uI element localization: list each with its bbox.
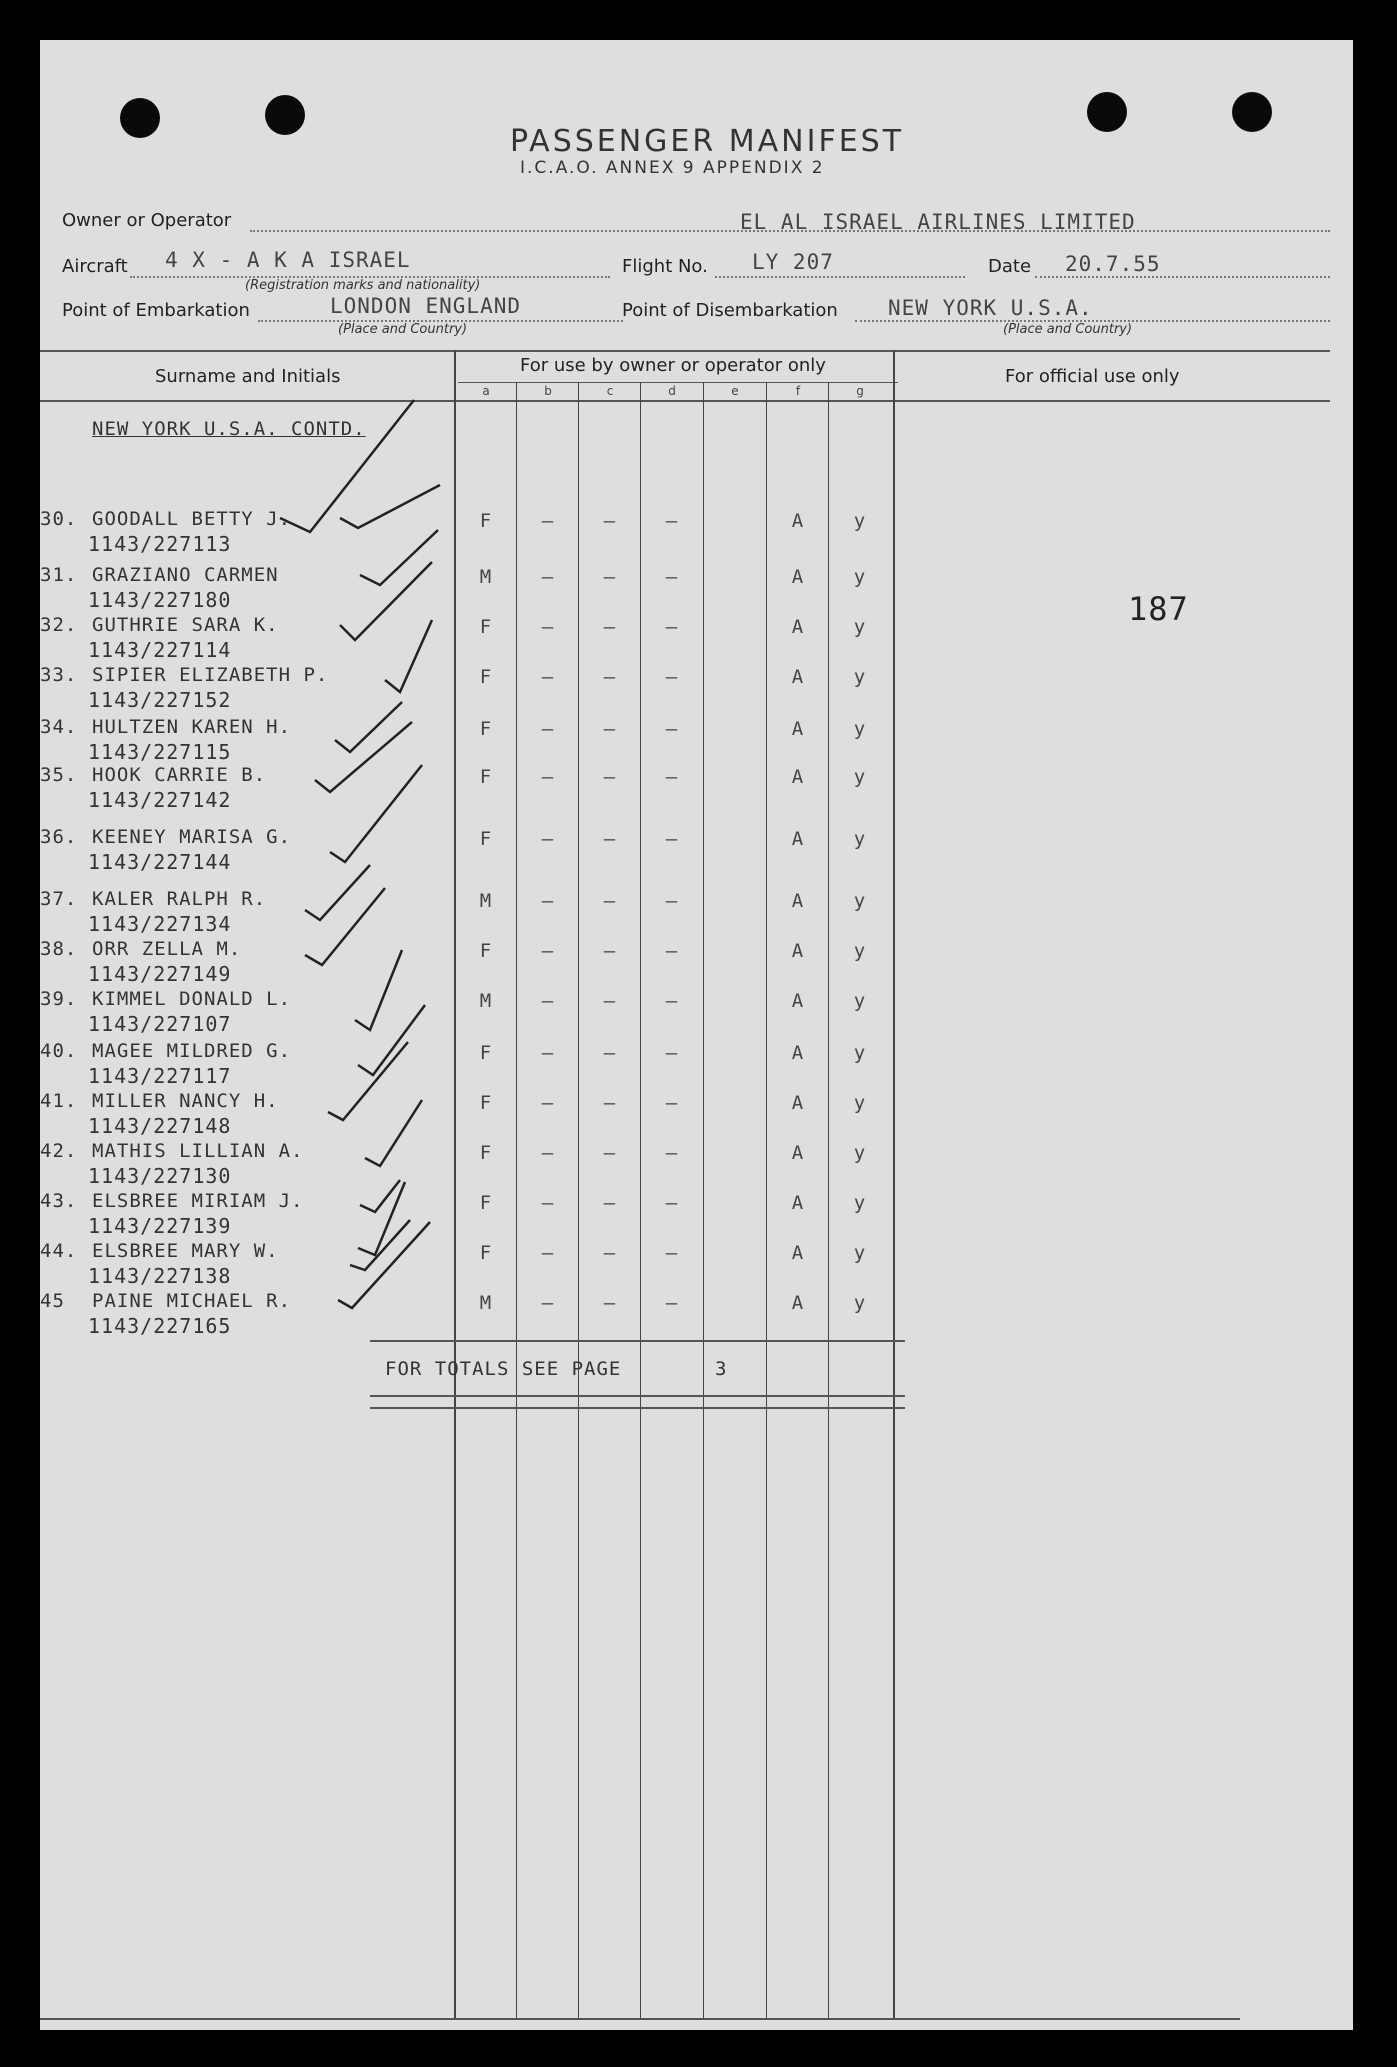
cell-a: F [479,940,493,962]
date-value: 20.7.55 [1065,252,1161,276]
cell-g: y [853,1042,867,1064]
passenger-index: 31. [40,564,78,586]
cell-b: – [541,566,555,588]
subcol-c: c [606,384,614,398]
cell-g: y [853,766,867,788]
cell-c: – [603,1192,617,1214]
subcol-a: a [482,384,490,398]
column-line [893,350,895,2018]
passenger-name: GOODALL BETTY J. [92,508,292,530]
punch-hole [1232,92,1272,132]
cell-f: A [791,1092,805,1114]
cell-g: y [853,666,867,688]
cell-f: A [791,510,805,532]
passenger-ticket-number: 1143/227144 [88,850,232,874]
cell-a: M [479,566,493,588]
cell-g: y [853,990,867,1012]
cell-c: – [603,1142,617,1164]
punch-hole [1087,92,1127,132]
passenger-name: PAINE MICHAEL R. [92,1290,292,1312]
cell-f: A [791,1292,805,1314]
cell-c: – [603,718,617,740]
passenger-name: GUTHRIE SARA K. [92,614,279,636]
flight-value: LY 207 [752,250,834,274]
passenger-index: 41. [40,1090,78,1112]
cell-f: A [791,766,805,788]
page-title: PASSENGER MANIFEST [510,124,905,159]
cell-c: – [603,666,617,688]
passenger-ticket-number: 1143/227114 [88,638,232,662]
subcol-g: g [856,384,864,398]
cell-a: F [479,766,493,788]
cell-b: – [541,1292,555,1314]
cell-f: A [791,990,805,1012]
cell-c: – [603,766,617,788]
check-mark [340,485,440,528]
passenger-index: 45 [40,1290,65,1312]
col-official-header: For official use only [1005,366,1180,387]
check-mark [360,1180,400,1212]
cell-f: A [791,940,805,962]
cell-c: – [603,990,617,1012]
cell-a: F [479,828,493,850]
table-top-rule [40,350,1330,352]
passenger-name: ORR ZELLA M. [92,938,242,960]
cell-d: – [665,1192,679,1214]
cell-g: y [853,1092,867,1114]
subcol-e: e [731,384,739,398]
embark-value: LONDON ENGLAND [330,294,522,318]
date-label: Date [988,256,1032,277]
passenger-ticket-number: 1143/227149 [88,962,232,986]
passenger-name: MILLER NANCY H. [92,1090,279,1112]
cell-g: y [853,828,867,850]
passenger-ticket-number: 1143/227107 [88,1012,232,1036]
page-subtitle: I.C.A.O. ANNEX 9 APPENDIX 2 [520,158,825,178]
cell-b: – [541,510,555,532]
subcol-f: f [795,384,801,398]
cell-b: – [541,666,555,688]
cell-d: – [665,718,679,740]
embark-label: Point of Embarkation [62,300,250,321]
cell-g: y [853,616,867,638]
cell-f: A [791,566,805,588]
cell-a: F [479,1142,493,1164]
cell-f: A [791,1192,805,1214]
cell-b: – [541,1092,555,1114]
column-line [516,382,517,2018]
cell-d: – [665,666,679,688]
passenger-ticket-number: 1143/227138 [88,1264,232,1288]
check-mark [360,530,438,585]
cell-b: – [541,766,555,788]
cell-f: A [791,890,805,912]
cell-b: – [541,890,555,912]
totals-page: 3 [715,1358,728,1380]
passenger-index: 38. [40,938,78,960]
cell-d: – [665,1242,679,1264]
punch-hole [120,98,160,138]
cell-a: F [479,666,493,688]
totals-bottom-rule [370,1395,905,1397]
cell-a: M [479,990,493,1012]
cell-g: y [853,1192,867,1214]
passenger-ticket-number: 1143/227180 [88,588,232,612]
manifest-page [40,40,1353,2030]
cell-b: – [541,1192,555,1214]
disembark-hint: (Place and Country) [1003,322,1133,337]
cell-g: y [853,510,867,532]
cell-d: – [665,990,679,1012]
official-page-number: 187 [1128,590,1189,628]
cell-g: y [853,566,867,588]
subcol-b: b [544,384,552,398]
check-mark [305,888,385,965]
check-mark [350,1220,410,1270]
passenger-index: 42. [40,1140,78,1162]
cell-d: – [665,510,679,532]
cell-g: y [853,890,867,912]
cell-c: – [603,828,617,850]
check-mark [358,1182,405,1255]
cell-g: y [853,1242,867,1264]
date-dotted-line [1035,276,1330,278]
passenger-name: HULTZEN KAREN H. [92,716,292,738]
owner-label: Owner or Operator [62,210,232,231]
subcol-rule [458,382,898,383]
column-line [703,382,704,2018]
totals-double-rule [370,1407,905,1409]
subcol-d: d [668,384,676,398]
passenger-ticket-number: 1143/227165 [88,1314,232,1338]
check-mark [365,1100,422,1166]
passenger-ticket-number: 1143/227115 [88,740,232,764]
passenger-ticket-number: 1143/227113 [88,532,232,556]
passenger-name: KALER RALPH R. [92,888,267,910]
aircraft-hint: (Registration marks and nationality) [245,278,481,293]
passenger-index: 43. [40,1190,78,1212]
disembark-label: Point of Disembarkation [622,300,838,321]
cell-f: A [791,616,805,638]
cell-d: – [665,566,679,588]
column-line [578,382,579,2018]
cell-d: – [665,940,679,962]
cell-b: – [541,990,555,1012]
passenger-ticket-number: 1143/227139 [88,1214,232,1238]
cell-d: – [665,1292,679,1314]
passenger-ticket-number: 1143/227130 [88,1164,232,1188]
cell-c: – [603,1092,617,1114]
column-line [828,382,829,2018]
cell-c: – [603,1042,617,1064]
cell-a: M [479,890,493,912]
check-mark [315,722,412,792]
cell-b: – [541,1142,555,1164]
col-owner-header: For use by owner or operator only [520,355,826,376]
passenger-name: GRAZIANO CARMEN [92,564,279,586]
cell-a: F [479,1242,493,1264]
cell-g: y [853,718,867,740]
cell-f: A [791,828,805,850]
cell-b: – [541,718,555,740]
passenger-name: ELSBREE MARY W. [92,1240,279,1262]
cell-f: A [791,666,805,688]
cell-f: A [791,718,805,740]
passenger-name: SIPIER ELIZABETH P. [92,664,329,686]
cell-d: – [665,616,679,638]
cell-c: – [603,510,617,532]
passenger-index: 30. [40,508,78,530]
cell-f: A [791,1242,805,1264]
aircraft-value: 4 X - A K A ISRAEL [165,248,411,272]
flight-label: Flight No. [622,256,708,277]
passenger-name: KIMMEL DONALD L. [92,988,292,1010]
passenger-index: 39. [40,988,78,1010]
check-mark [305,865,370,920]
check-mark [338,1222,430,1308]
cell-g: y [853,1142,867,1164]
passenger-ticket-number: 1143/227117 [88,1064,232,1088]
cell-d: – [665,1142,679,1164]
passenger-name: KEENEY MARISA G. [92,826,292,848]
check-mark [335,702,402,752]
passenger-index: 32. [40,614,78,636]
passenger-ticket-number: 1143/227148 [88,1114,232,1138]
cell-a: F [479,1042,493,1064]
totals-text: FOR TOTALS SEE PAGE [385,1358,622,1380]
passenger-ticket-number: 1143/227142 [88,788,232,812]
disembark-value: NEW YORK U.S.A. [888,296,1093,320]
check-mark [340,562,432,640]
cell-d: – [665,1042,679,1064]
cell-d: – [665,766,679,788]
punch-hole [265,95,305,135]
passenger-index: 34. [40,716,78,738]
cell-a: F [479,1092,493,1114]
cell-a: F [479,718,493,740]
passenger-index: 44. [40,1240,78,1262]
passenger-name: MAGEE MILDRED G. [92,1040,292,1062]
passenger-name: HOOK CARRIE B. [92,764,267,786]
cell-c: – [603,1242,617,1264]
col-surname-header: Surname and Initials [155,366,341,387]
check-mark [355,950,402,1030]
passenger-index: 33. [40,664,78,686]
cell-c: – [603,890,617,912]
cell-c: – [603,566,617,588]
passenger-index: 35. [40,764,78,786]
aircraft-label: Aircraft [62,256,128,277]
check-mark [385,620,432,692]
owner-value: EL AL ISRAEL AIRLINES LIMITED [740,210,1136,234]
cell-b: – [541,940,555,962]
check-mark [358,1005,425,1075]
cell-c: – [603,1292,617,1314]
passenger-ticket-number: 1143/227152 [88,688,232,712]
header-bottom-rule [40,400,1330,402]
page-bottom-rule [40,2018,1240,2020]
cell-f: A [791,1142,805,1164]
section-note: NEW YORK U.S.A. CONTD. [92,418,366,440]
cell-c: – [603,616,617,638]
passenger-name: ELSBREE MIRIAM J. [92,1190,304,1212]
check-mark [328,1042,408,1120]
passenger-index: 40. [40,1040,78,1062]
cell-b: – [541,1242,555,1264]
cell-d: – [665,828,679,850]
check-marks [40,40,1353,2030]
cell-d: – [665,1092,679,1114]
cell-b: – [541,828,555,850]
flight-dotted-line [715,276,965,278]
cell-g: y [853,1292,867,1314]
passenger-name: MATHIS LILLIAN A. [92,1140,304,1162]
cell-d: – [665,890,679,912]
cell-f: A [791,1042,805,1064]
passenger-index: 37. [40,888,78,910]
embark-hint: (Place and Country) [338,322,468,337]
column-line [766,382,767,2018]
cell-a: F [479,616,493,638]
cell-c: – [603,940,617,962]
column-line [454,350,456,2018]
passenger-ticket-number: 1143/227134 [88,912,232,936]
cell-a: M [479,1292,493,1314]
cell-a: F [479,1192,493,1214]
column-line [640,382,641,2018]
check-mark [330,765,422,862]
totals-top-rule [370,1340,905,1342]
cell-b: – [541,616,555,638]
passenger-index: 36. [40,826,78,848]
cell-g: y [853,940,867,962]
cell-a: F [479,510,493,532]
cell-b: – [541,1042,555,1064]
